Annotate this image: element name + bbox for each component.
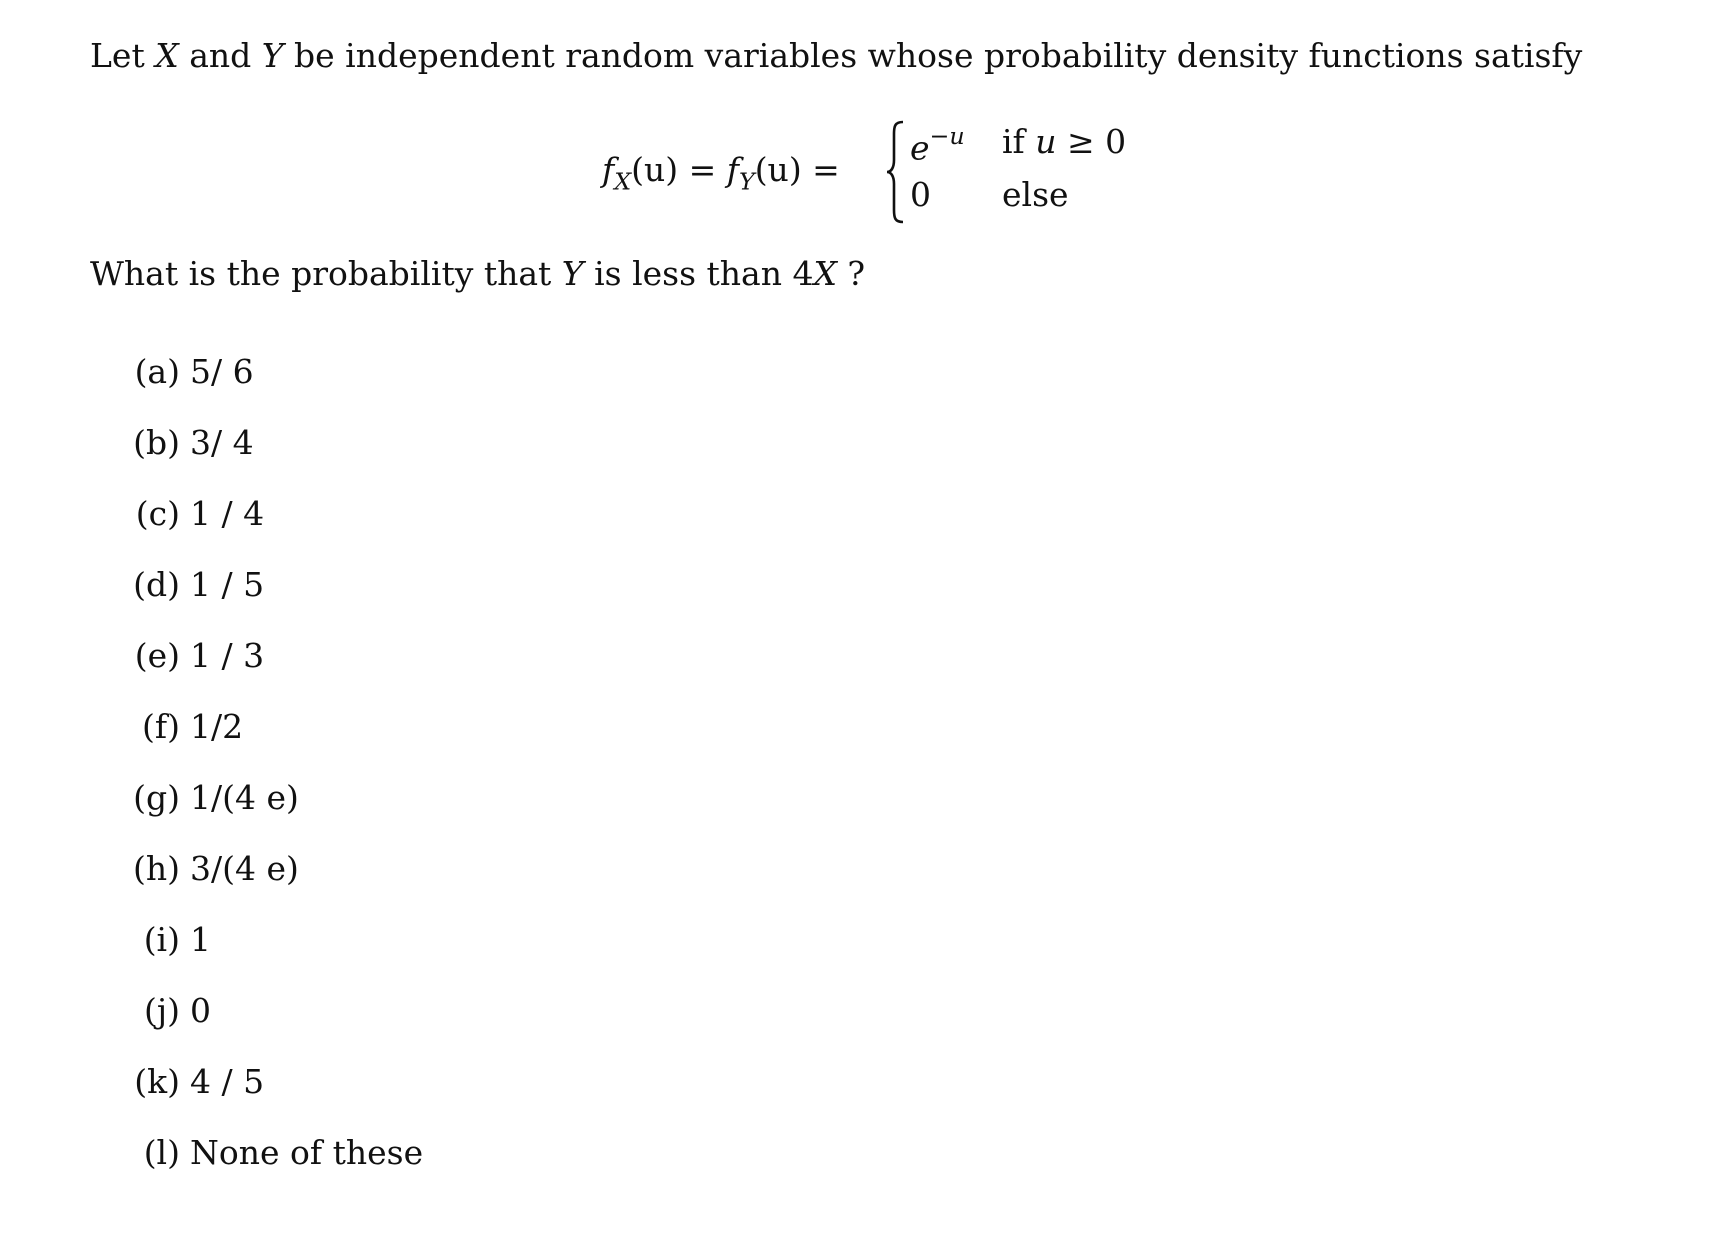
- option-c[interactable]: [110, 494, 423, 565]
- option-k[interactable]: [110, 1062, 423, 1133]
- left-brace-icon: [885, 120, 907, 224]
- option-g[interactable]: [110, 778, 423, 849]
- option-label: (j): [144, 991, 180, 1030]
- option-label: (g): [133, 778, 180, 817]
- question-var-x: X: [813, 254, 837, 293]
- option-label: (h): [132, 849, 180, 888]
- fx-argument: (u) =: [631, 150, 727, 189]
- option-label: (b): [133, 423, 180, 462]
- answer-options: [110, 352, 423, 1204]
- option-label: (c): [135, 494, 180, 533]
- case-1-base: e: [910, 128, 930, 168]
- case-2-value: 0: [910, 175, 931, 214]
- option-text: None of these: [190, 1133, 424, 1172]
- option-l[interactable]: [110, 1133, 423, 1204]
- intro-text-1: Let: [90, 36, 156, 75]
- option-label: (l): [143, 1133, 180, 1172]
- question-var-y: Y: [561, 254, 584, 293]
- option-text: 1 / 5: [190, 565, 265, 604]
- option-i[interactable]: [110, 920, 423, 991]
- option-d[interactable]: [110, 565, 423, 636]
- fy-subscript: Y: [739, 167, 755, 196]
- problem-statement: [90, 36, 1582, 75]
- fx-symbol: f: [602, 150, 615, 189]
- case-1-inequality: ≥ 0: [1056, 122, 1127, 161]
- option-text: 1 / 3: [190, 636, 265, 675]
- question-text: [90, 254, 865, 293]
- var-y: Y: [261, 36, 284, 75]
- case-1-value: [910, 122, 965, 167]
- var-x: X: [155, 36, 179, 75]
- option-text: 1: [190, 920, 211, 959]
- option-h[interactable]: [110, 849, 423, 920]
- option-text: 3/(4 e): [190, 849, 299, 888]
- option-text: 1/(4 e): [190, 778, 299, 817]
- question-text-1: What is the probability that: [90, 254, 562, 293]
- equation-lhs: [602, 150, 840, 195]
- option-label: (a): [134, 352, 180, 391]
- case-1-var: u: [1035, 122, 1057, 161]
- option-e[interactable]: [110, 636, 423, 707]
- case-2-condition: else: [1002, 175, 1069, 214]
- option-label: (f): [142, 707, 180, 746]
- fy-symbol: f: [726, 150, 739, 189]
- option-text: 1/2: [190, 707, 244, 746]
- option-text: 1 / 4: [190, 494, 265, 533]
- option-j[interactable]: [110, 991, 423, 1062]
- option-f[interactable]: [110, 707, 423, 778]
- option-label: (d): [133, 565, 180, 604]
- option-b[interactable]: [110, 423, 423, 494]
- option-label: (k): [134, 1062, 180, 1101]
- option-label: (i): [143, 920, 180, 959]
- option-text: 5/ 6: [190, 352, 254, 391]
- question-text-2: is less than 4: [583, 254, 814, 293]
- case-1-exponent: −u: [929, 122, 965, 150]
- option-text: 0: [190, 991, 211, 1030]
- case-1-if: if: [1002, 122, 1036, 161]
- question-text-3: ?: [836, 254, 866, 293]
- case-1-condition: [1002, 122, 1126, 161]
- intro-text-2: and: [178, 36, 262, 75]
- option-text: 3/ 4: [190, 423, 254, 462]
- fx-subscript: X: [614, 167, 632, 196]
- option-text: 4 / 5: [190, 1062, 265, 1101]
- fy-argument: (u) =: [754, 150, 840, 189]
- option-a[interactable]: [110, 352, 423, 423]
- intro-text-3: be independent random variables whose probability density functions satisfy: [283, 36, 1583, 75]
- option-label: (e): [134, 636, 180, 675]
